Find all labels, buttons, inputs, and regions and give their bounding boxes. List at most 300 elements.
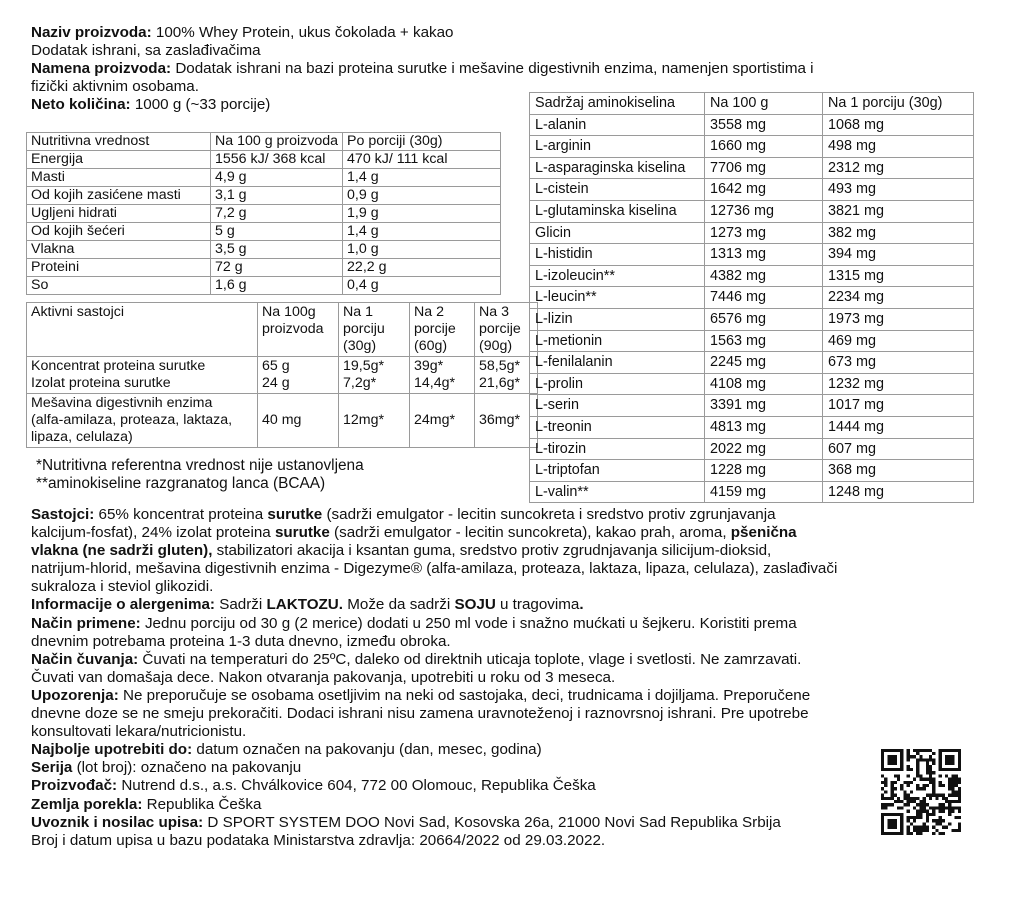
amino-cell: 1563 mg bbox=[705, 330, 823, 352]
amino-header-cell: Na 1 porciju (30g) bbox=[823, 93, 974, 115]
qr-module bbox=[887, 819, 897, 829]
active-header-cell bbox=[410, 303, 475, 357]
ingredients-text: (sadrži emulgator - lecitin suncokreta), kakao prah, aroma, bbox=[329, 524, 731, 542]
qr-module bbox=[951, 794, 954, 797]
qr-module bbox=[926, 778, 929, 781]
nutrition-cell: 1,6 g bbox=[211, 277, 343, 295]
amino-cell: 6576 mg bbox=[705, 308, 823, 330]
qr-module bbox=[929, 781, 932, 784]
nutrition-row bbox=[27, 151, 501, 169]
active-cell bbox=[27, 357, 258, 394]
amino-row bbox=[530, 265, 974, 287]
amino-cell: 4108 mg bbox=[705, 373, 823, 395]
qr-module bbox=[907, 832, 910, 835]
amino-cell: 1444 mg bbox=[823, 416, 974, 438]
active-row-whey bbox=[27, 357, 538, 394]
qr-module bbox=[913, 800, 916, 803]
qr-module bbox=[935, 794, 938, 797]
ingredients-line bbox=[31, 560, 991, 578]
qr-code-icon[interactable] bbox=[881, 748, 961, 836]
qr-module bbox=[942, 803, 945, 806]
qr-module bbox=[916, 813, 919, 816]
qr-module bbox=[884, 784, 887, 787]
qr-module bbox=[935, 797, 938, 800]
qr-module bbox=[932, 784, 935, 787]
qr-module bbox=[932, 778, 935, 781]
qr-module bbox=[891, 787, 894, 790]
qr-module bbox=[951, 784, 954, 787]
nutrition-cell: 3,1 g bbox=[211, 187, 343, 205]
purpose-value: Dodatak ishrani na bazi proteina surutke i mešavine digestivnih enzima, namenjen sportistima i bbox=[171, 60, 814, 77]
qr-module bbox=[948, 781, 951, 784]
qr-module bbox=[955, 790, 958, 793]
qr-module bbox=[919, 810, 922, 813]
qr-module bbox=[932, 781, 935, 784]
amino-row bbox=[530, 287, 974, 309]
amino-row bbox=[530, 416, 974, 438]
storage-text: Čuvati na temperaturi do 25ºC, daleko od direktnih uticaja toplote, vlage i svetlosti. Ne zamrzavati. bbox=[138, 650, 802, 668]
net-quantity-label: Neto količina: bbox=[31, 96, 131, 113]
qr-module bbox=[923, 787, 926, 790]
nutrition-cell: Vlakna bbox=[27, 241, 211, 259]
qr-module bbox=[926, 819, 929, 822]
qr-module bbox=[907, 768, 910, 771]
active-header-row bbox=[27, 303, 538, 357]
amino-cell: L-lizin bbox=[530, 308, 705, 330]
active-cell: 40 mg bbox=[258, 394, 339, 448]
active-cell: 12mg* bbox=[339, 394, 410, 448]
qr-module bbox=[955, 816, 958, 819]
qr-module bbox=[923, 810, 926, 813]
origin-line bbox=[31, 796, 991, 814]
origin-value: Republika Češka bbox=[142, 795, 262, 813]
qr-module bbox=[919, 806, 922, 809]
amino-cell: 1273 mg bbox=[705, 222, 823, 244]
importer-label: Uvoznik i nosilac upisa: bbox=[31, 813, 204, 831]
qr-module bbox=[926, 813, 929, 816]
qr-module bbox=[907, 829, 910, 832]
qr-module bbox=[932, 771, 935, 774]
qr-module bbox=[907, 810, 910, 813]
nutrition-row bbox=[27, 241, 501, 259]
qr-module bbox=[910, 822, 913, 825]
active-cell-text: 19,5g* bbox=[343, 358, 385, 374]
nutrition-cell: 22,2 g bbox=[343, 259, 501, 277]
qr-module bbox=[907, 803, 910, 806]
qr-module bbox=[919, 749, 922, 752]
nutrition-cell: So bbox=[27, 277, 211, 295]
qr-module bbox=[907, 749, 910, 752]
qr-module bbox=[916, 826, 919, 829]
qr-module bbox=[929, 771, 932, 774]
active-header-text: Na 2 bbox=[414, 304, 444, 320]
amino-cell: L-glutaminska kiselina bbox=[530, 200, 705, 222]
qr-module bbox=[910, 768, 913, 771]
qr-module bbox=[926, 826, 929, 829]
qr-module bbox=[955, 781, 958, 784]
amino-row bbox=[530, 460, 974, 482]
qr-module bbox=[948, 787, 951, 790]
qr-module bbox=[951, 774, 954, 777]
product-name-value: 100% Whey Protein, ukus čokolada + kakao bbox=[151, 24, 454, 41]
amino-cell: L-alanin bbox=[530, 114, 705, 136]
qr-module bbox=[958, 816, 961, 819]
qr-module bbox=[951, 787, 954, 790]
ingredients-label: Sastojci: bbox=[31, 506, 95, 523]
qr-module bbox=[926, 829, 929, 832]
qr-module bbox=[955, 784, 958, 787]
amino-cell: 3558 mg bbox=[705, 114, 823, 136]
nutrition-cell: 1,4 g bbox=[343, 169, 501, 187]
active-header-text: Na 3 bbox=[479, 304, 509, 320]
qr-module bbox=[929, 794, 932, 797]
amino-cell: 607 mg bbox=[823, 438, 974, 460]
registration-line: Broj i datum upisa u bazu podataka Ministarstva zdravlja: 20664/2022 od 29.03.2022. bbox=[31, 831, 606, 849]
qr-module bbox=[945, 797, 948, 800]
amino-cell: 1642 mg bbox=[705, 179, 823, 201]
nutrition-cell: Od kojih zasićene masti bbox=[27, 187, 211, 205]
qr-module bbox=[945, 826, 948, 829]
qr-module bbox=[942, 797, 945, 800]
qr-module bbox=[907, 784, 910, 787]
qr-module bbox=[923, 826, 926, 829]
qr-module bbox=[942, 819, 945, 822]
qr-module bbox=[903, 790, 906, 793]
qr-module bbox=[900, 784, 903, 787]
amino-cell: 469 mg bbox=[823, 330, 974, 352]
qr-module bbox=[887, 803, 890, 806]
nutrition-row bbox=[27, 205, 501, 223]
qr-module bbox=[939, 832, 942, 835]
qr-module bbox=[939, 822, 942, 825]
active-cell-text: lipaza, celulaza) bbox=[31, 429, 133, 445]
nutrition-cell: Od kojih šećeri bbox=[27, 223, 211, 241]
active-cell bbox=[258, 357, 339, 394]
nutrition-row bbox=[27, 277, 501, 295]
qr-module bbox=[929, 806, 932, 809]
ingredients-text: stabilizatori akacija i ksantan guma, sredstvo protiv zgrudnjavanja silicijum-dioksid, bbox=[212, 542, 772, 560]
qr-module bbox=[884, 790, 887, 793]
qr-module bbox=[907, 774, 910, 777]
amino-row bbox=[530, 179, 974, 201]
qr-module bbox=[926, 771, 929, 774]
usage-label: Način primene: bbox=[31, 614, 141, 632]
product-subtitle: Dodatak ishrani, sa zaslađivačima bbox=[31, 42, 261, 59]
nutrition-row bbox=[27, 223, 501, 241]
nutrition-cell: Masti bbox=[27, 169, 211, 187]
qr-module bbox=[951, 806, 954, 809]
qr-module bbox=[910, 797, 913, 800]
ingredients-section bbox=[31, 506, 991, 596]
qr-module bbox=[907, 816, 910, 819]
qr-module bbox=[923, 803, 926, 806]
active-cell-text: 39g* bbox=[414, 358, 444, 374]
qr-module bbox=[907, 765, 910, 768]
amino-row bbox=[530, 395, 974, 417]
qr-module bbox=[923, 749, 926, 752]
qr-module bbox=[955, 806, 958, 809]
active-cell: 36mg* bbox=[475, 394, 538, 448]
qr-module bbox=[894, 787, 897, 790]
amino-cell: 1248 mg bbox=[823, 481, 974, 503]
warnings-line bbox=[31, 687, 991, 705]
nutrition-cell: 1,4 g bbox=[343, 223, 501, 241]
amino-cell: 2234 mg bbox=[823, 287, 974, 309]
amino-cell: 1313 mg bbox=[705, 244, 823, 266]
ingredients-text: kalcijum-fosfat), 24% izolat proteina bbox=[31, 524, 275, 542]
qr-module bbox=[881, 803, 884, 806]
active-header-text: porcije bbox=[414, 321, 456, 337]
amino-cell: 493 mg bbox=[823, 179, 974, 201]
qr-module bbox=[903, 781, 906, 784]
amino-cell: 1973 mg bbox=[823, 308, 974, 330]
qr-module bbox=[913, 816, 916, 819]
usage-line-2: dnevnim potrebama proteina 1-3 duta dnevno, između obroka. bbox=[31, 632, 451, 650]
nutrition-header-cell: Nutritivna vrednost bbox=[27, 133, 211, 151]
qr-module bbox=[916, 758, 919, 761]
qr-module bbox=[926, 810, 929, 813]
amino-cell: 12736 mg bbox=[705, 200, 823, 222]
active-cell-text: 65 g bbox=[262, 358, 290, 374]
active-ingredients-table bbox=[26, 302, 538, 448]
qr-module bbox=[903, 803, 906, 806]
amino-row bbox=[530, 157, 974, 179]
qr-module bbox=[916, 832, 919, 835]
amino-acid-table bbox=[529, 92, 974, 503]
qr-module bbox=[907, 826, 910, 829]
qr-module bbox=[923, 758, 926, 761]
amino-cell: 1068 mg bbox=[823, 114, 974, 136]
amino-row bbox=[530, 200, 974, 222]
qr-module bbox=[939, 806, 942, 809]
qr-module bbox=[897, 778, 900, 781]
qr-module bbox=[923, 800, 926, 803]
qr-module bbox=[884, 806, 887, 809]
active-header-cell bbox=[27, 303, 258, 357]
active-header-text: (90g) bbox=[479, 338, 513, 354]
active-header-text: Na 1 bbox=[343, 304, 373, 320]
allergens-bold: . bbox=[579, 596, 584, 614]
qr-module bbox=[926, 803, 929, 806]
amino-row bbox=[530, 438, 974, 460]
qr-module bbox=[942, 832, 945, 835]
active-cell-text: Izolat proteina surutke bbox=[31, 375, 171, 391]
warnings-label: Upozorenja: bbox=[31, 686, 119, 704]
qr-module bbox=[958, 797, 961, 800]
qr-module bbox=[907, 758, 910, 761]
qr-module bbox=[897, 774, 900, 777]
qr-module bbox=[926, 765, 929, 768]
amino-cell: L-asparaginska kiselina bbox=[530, 157, 705, 179]
qr-module bbox=[929, 749, 932, 752]
qr-module bbox=[929, 774, 932, 777]
qr-module bbox=[929, 778, 932, 781]
warnings-line-2: dnevne doze se ne smeju prekoračiti. Dodaci ishrani nisu zamena uravnoteženoj i raznovrsnoj ishrani. Pre upotrebe bbox=[31, 705, 809, 723]
qr-module bbox=[951, 829, 954, 832]
qr-module bbox=[919, 758, 922, 761]
qr-module bbox=[897, 800, 900, 803]
active-cell-text: 58,5g* bbox=[479, 358, 521, 374]
qr-module bbox=[948, 822, 951, 825]
active-header-text: porcije bbox=[479, 321, 521, 337]
active-header-text: Aktivni sastojci bbox=[31, 304, 125, 320]
amino-cell: 3821 mg bbox=[823, 200, 974, 222]
amino-header-cell: Na 100 g bbox=[705, 93, 823, 115]
product-name-line bbox=[31, 24, 991, 42]
qr-module bbox=[948, 800, 951, 803]
nutrition-table bbox=[26, 132, 501, 295]
net-quantity-value: 1000 g (~33 porcije) bbox=[130, 96, 271, 113]
qr-module bbox=[913, 749, 916, 752]
qr-module bbox=[926, 816, 929, 819]
nutrition-cell: 1,9 g bbox=[343, 205, 501, 223]
nutrition-cell: 4,9 g bbox=[211, 169, 343, 187]
qr-module bbox=[923, 829, 926, 832]
active-header-text: (30g) bbox=[343, 338, 377, 354]
amino-cell: 368 mg bbox=[823, 460, 974, 482]
storage-line bbox=[31, 651, 991, 669]
qr-module bbox=[932, 826, 935, 829]
qr-module bbox=[907, 781, 910, 784]
amino-cell: 1660 mg bbox=[705, 136, 823, 158]
amino-cell: 4813 mg bbox=[705, 416, 823, 438]
nutrition-header-row bbox=[27, 133, 501, 151]
active-header-cell bbox=[258, 303, 339, 357]
qr-module bbox=[935, 806, 938, 809]
qr-module bbox=[935, 819, 938, 822]
qr-module bbox=[948, 794, 951, 797]
qr-module bbox=[958, 787, 961, 790]
nutrition-cell: Ugljeni hidrati bbox=[27, 205, 211, 223]
nutrition-cell: 470 kJ/ 111 kcal bbox=[343, 151, 501, 169]
active-cell: 24mg* bbox=[410, 394, 475, 448]
ingredients-bold: surutke bbox=[267, 506, 323, 523]
qr-module bbox=[958, 800, 961, 803]
qr-module bbox=[913, 797, 916, 800]
qr-module bbox=[919, 774, 922, 777]
amino-cell: L-tirozin bbox=[530, 438, 705, 460]
ingredients-bold: pšenična bbox=[730, 524, 797, 542]
qr-module bbox=[939, 816, 942, 819]
qr-module bbox=[900, 800, 903, 803]
qr-module bbox=[913, 829, 916, 832]
amino-row bbox=[530, 330, 974, 352]
qr-module bbox=[916, 752, 919, 755]
qr-module bbox=[916, 774, 919, 777]
nutrition-row bbox=[27, 259, 501, 277]
nutrition-row bbox=[27, 187, 501, 205]
active-cell-text: 14,4g* bbox=[414, 375, 456, 391]
qr-module bbox=[932, 752, 935, 755]
qr-module bbox=[932, 813, 935, 816]
qr-module bbox=[916, 765, 919, 768]
active-cell-text: 7,2g* bbox=[343, 375, 377, 391]
qr-module bbox=[926, 758, 929, 761]
qr-module bbox=[948, 784, 951, 787]
qr-module bbox=[958, 781, 961, 784]
qr-module bbox=[916, 771, 919, 774]
qr-module bbox=[939, 774, 942, 777]
qr-module bbox=[907, 819, 910, 822]
qr-module bbox=[958, 822, 961, 825]
qr-module bbox=[919, 800, 922, 803]
allergens-text: Sadrži bbox=[215, 596, 267, 614]
amino-row bbox=[530, 222, 974, 244]
ingredients-text: natrijum-hlorid, mešavina digestivnih enzima - Digezyme® (alfa-amilaza, proteaza, laktaza, lipaza, celulaza), zaslađivači bbox=[31, 560, 838, 578]
amino-cell: L-histidin bbox=[530, 244, 705, 266]
nutrition-cell: 3,5 g bbox=[211, 241, 343, 259]
qr-module bbox=[910, 832, 913, 835]
batch-value: (lot broj): označeno na pakovanju bbox=[72, 759, 302, 777]
amino-cell: 673 mg bbox=[823, 352, 974, 374]
qr-module bbox=[897, 806, 900, 809]
batch-label: Serija bbox=[31, 759, 73, 777]
nutrition-cell: 72 g bbox=[211, 259, 343, 277]
qr-module bbox=[884, 797, 887, 800]
amino-row bbox=[530, 114, 974, 136]
qr-module bbox=[894, 800, 897, 803]
active-header-text: Na 100g bbox=[262, 304, 316, 320]
manufacturer-label: Proizvođač: bbox=[31, 777, 118, 795]
amino-cell: 498 mg bbox=[823, 136, 974, 158]
active-cell bbox=[410, 357, 475, 394]
qr-module bbox=[926, 749, 929, 752]
active-header-text: proizvoda bbox=[262, 321, 324, 337]
active-cell bbox=[339, 357, 410, 394]
allergens-bold: SOJU bbox=[454, 596, 496, 614]
qr-module bbox=[942, 794, 945, 797]
qr-module bbox=[932, 794, 935, 797]
active-cell-text: (alfa-amilaza, proteaza, laktaza, bbox=[31, 412, 233, 428]
purpose-line-2: fizički aktivnim osobama. bbox=[31, 78, 199, 95]
qr-module bbox=[932, 790, 935, 793]
qr-module bbox=[916, 749, 919, 752]
nutrition-header-cell: Na 100 g proizvoda bbox=[211, 133, 343, 151]
importer-line bbox=[31, 814, 991, 832]
qr-module bbox=[907, 794, 910, 797]
qr-module bbox=[910, 800, 913, 803]
manufacturer-value: Nutrend d.s., a.s. Chválkovice 604, 772 00 Olomouc, Republika Češka bbox=[117, 777, 596, 795]
qr-module bbox=[919, 787, 922, 790]
allergens-text: u tragovima bbox=[495, 596, 580, 614]
qr-module bbox=[913, 819, 916, 822]
qr-module bbox=[916, 768, 919, 771]
qr-module bbox=[929, 797, 932, 800]
active-cell-text: 21,6g* bbox=[479, 375, 521, 391]
qr-module bbox=[951, 781, 954, 784]
qr-module bbox=[916, 803, 919, 806]
amino-row bbox=[530, 481, 974, 503]
amino-row bbox=[530, 373, 974, 395]
amino-cell: L-prolin bbox=[530, 373, 705, 395]
amino-cell: L-cistein bbox=[530, 179, 705, 201]
qr-module bbox=[919, 826, 922, 829]
purpose-label: Namena proizvoda: bbox=[31, 60, 172, 77]
storage-label: Način čuvanja: bbox=[31, 650, 139, 668]
allergens-text: Može da sadrži bbox=[343, 596, 455, 614]
qr-module bbox=[942, 806, 945, 809]
qr-module bbox=[948, 806, 951, 809]
qr-module bbox=[926, 768, 929, 771]
ingredients-line bbox=[31, 524, 991, 542]
qr-module bbox=[907, 800, 910, 803]
nutrition-cell: 5 g bbox=[211, 223, 343, 241]
qr-module bbox=[929, 768, 932, 771]
qr-module bbox=[958, 829, 961, 832]
qr-module bbox=[919, 816, 922, 819]
qr-module bbox=[894, 781, 897, 784]
qr-module bbox=[891, 781, 894, 784]
